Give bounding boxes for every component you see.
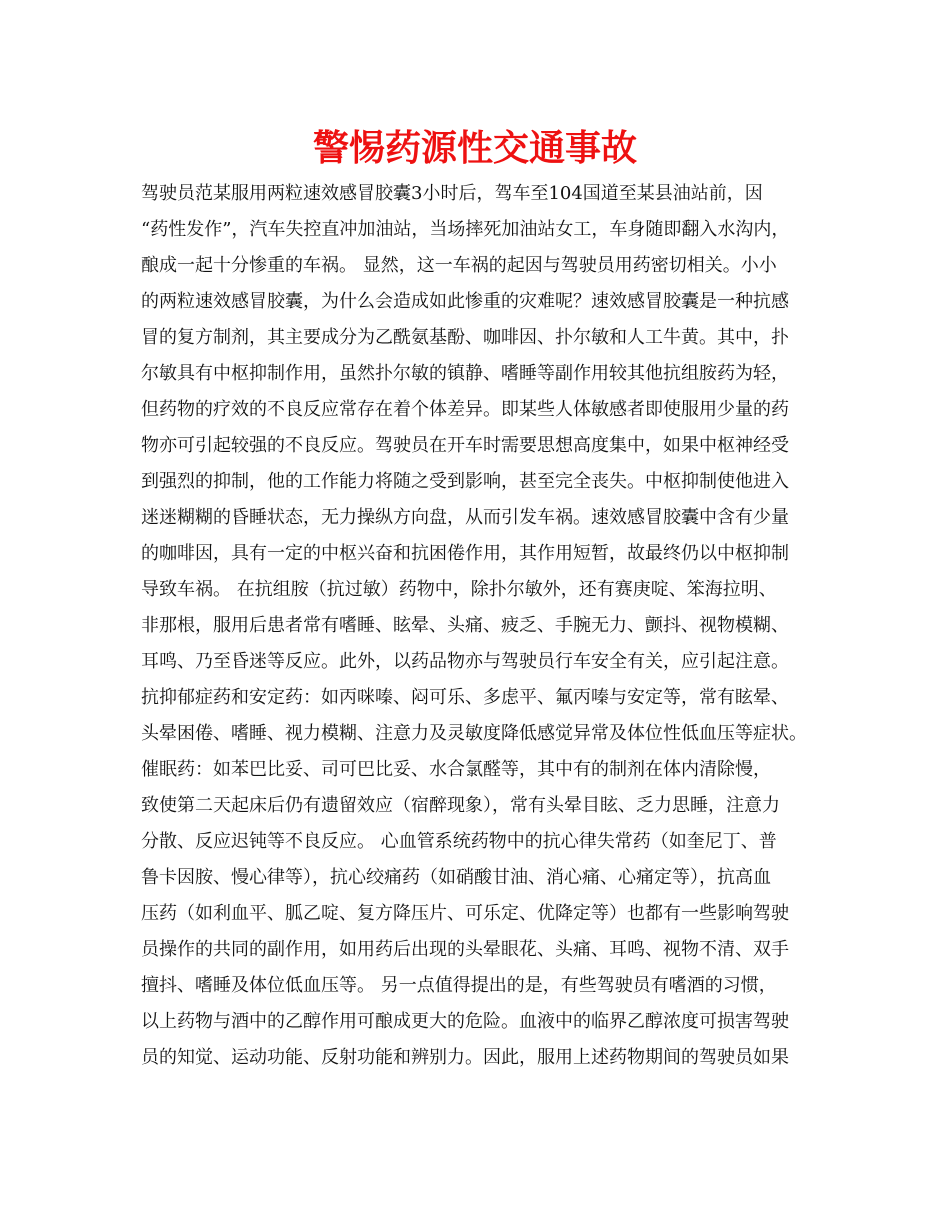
- body-line: 擅抖、嗜睡及体位低血压等。 另一点值得提出的是，有些驾驶员有嗜酒的习惯，: [141, 975, 777, 996]
- body-line: 压药（如利血平、胍乙啶、复方降压片、可乐定、优降定等）也都有一些影响驾驶: [141, 903, 789, 924]
- body-line: 员操作的共同的副作用，如用药后出现的头晕眼花、头痛、耳鸣、视物不清、双手: [141, 939, 789, 960]
- body-line: 物亦可引起较强的不良反应。驾驶员在开车时需要思想高度集中，如果中枢神经受: [141, 435, 789, 456]
- body-line: 致使第二天起床后仍有遗留效应（宿醉现象），常有头晕目眩、乏力思睡，注意力: [141, 795, 780, 816]
- body-line: 导致车祸。 在抗组胺（抗过敏）药物中，除扑尔敏外，还有赛庚啶、笨海拉明、: [141, 579, 777, 600]
- body-line: 以上药物与酒中的乙醇作用可酿成更大的危险。血液中的临界乙醇浓度可损害驾驶: [141, 1011, 789, 1032]
- body-line: 到强烈的抑制，他的工作能力将随之受到影响，甚至完全丧失。中枢抑制使他进入: [141, 471, 789, 492]
- document-body: [141, 176, 821, 1076]
- body-line: 的两粒速效感冒胶囊，为什么会造成如此惨重的灾难呢？速效感冒胶囊是一种抗感: [141, 291, 789, 312]
- body-line: 非那根，服用后患者常有嗜睡、眩晕、头痛、疲乏、手腕无力、颤抖、视物模糊、: [141, 615, 789, 636]
- body-line: 催眠药：如苯巴比妥、司可巴比妥、水合氯醛等，其中有的制剂在体内清除慢，: [141, 759, 771, 780]
- body-line: 尔敏具有中枢抑制作用，虽然扑尔敏的镇静、嗜睡等副作用较其他抗组胺药为轻，: [141, 363, 789, 384]
- body-line: 驾驶员范某服用两粒速效感冒胶囊3小时后，驾车至104国道至某县油站前，因: [141, 183, 763, 204]
- body-line: 员的知觉、运动功能、反射功能和辨别力。因此，服用上述药物期间的驾驶员如果: [141, 1047, 789, 1068]
- body-line: 但药物的疗效的不良反应常存在着个体差异。即某些人体敏感者即使服用少量的药: [141, 399, 789, 420]
- body-line: 迷迷糊糊的昏睡状态，无力操纵方向盘，从而引发车祸。速效感冒胶囊中含有少量: [141, 507, 789, 528]
- body-line: 鲁卡因胺、慢心律等），抗心绞痛药（如硝酸甘油、消心痛、心痛定等），抗高血: [141, 867, 771, 888]
- document-title: 警惕药源性交通事故: [312, 127, 637, 169]
- body-line: 的咖啡因，具有一定的中枢兴奋和抗困倦作用，其作用短暂，故最终仍以中枢抑制: [141, 543, 789, 564]
- body-line: 头晕困倦、嗜睡、视力模糊、注意力及灵敏度降低感觉异常及体位性低血压等症状。: [141, 723, 807, 744]
- body-line: 酿成一起十分惨重的车祸。 显然，这一车祸的起因与驾驶员用药密切相关。小小: [141, 255, 777, 276]
- body-line: 耳鸣、乃至昏迷等反应。此外，以药品物亦与驾驶员行车安全有关，应引起注意。: [141, 651, 789, 672]
- body-line: 抗抑郁症药和安定药：如丙咪嗪、闷可乐、多虑平、氟丙嗪与安定等，常有眩晕、: [141, 687, 789, 708]
- body-line: 冒的复方制剂，其主要成分为乙酰氨基酚、咖啡因、扑尔敏和人工牛黄。其中，扑: [141, 327, 789, 348]
- body-line: “药性发作”，汽车失控直冲加油站，当场摔死加油站女工，车身随即翻入水沟内，: [141, 219, 790, 240]
- body-line: 分散、反应迟钝等不良反应。 心血管系统药物中的抗心律失常药（如奎尼丁、普: [141, 831, 777, 852]
